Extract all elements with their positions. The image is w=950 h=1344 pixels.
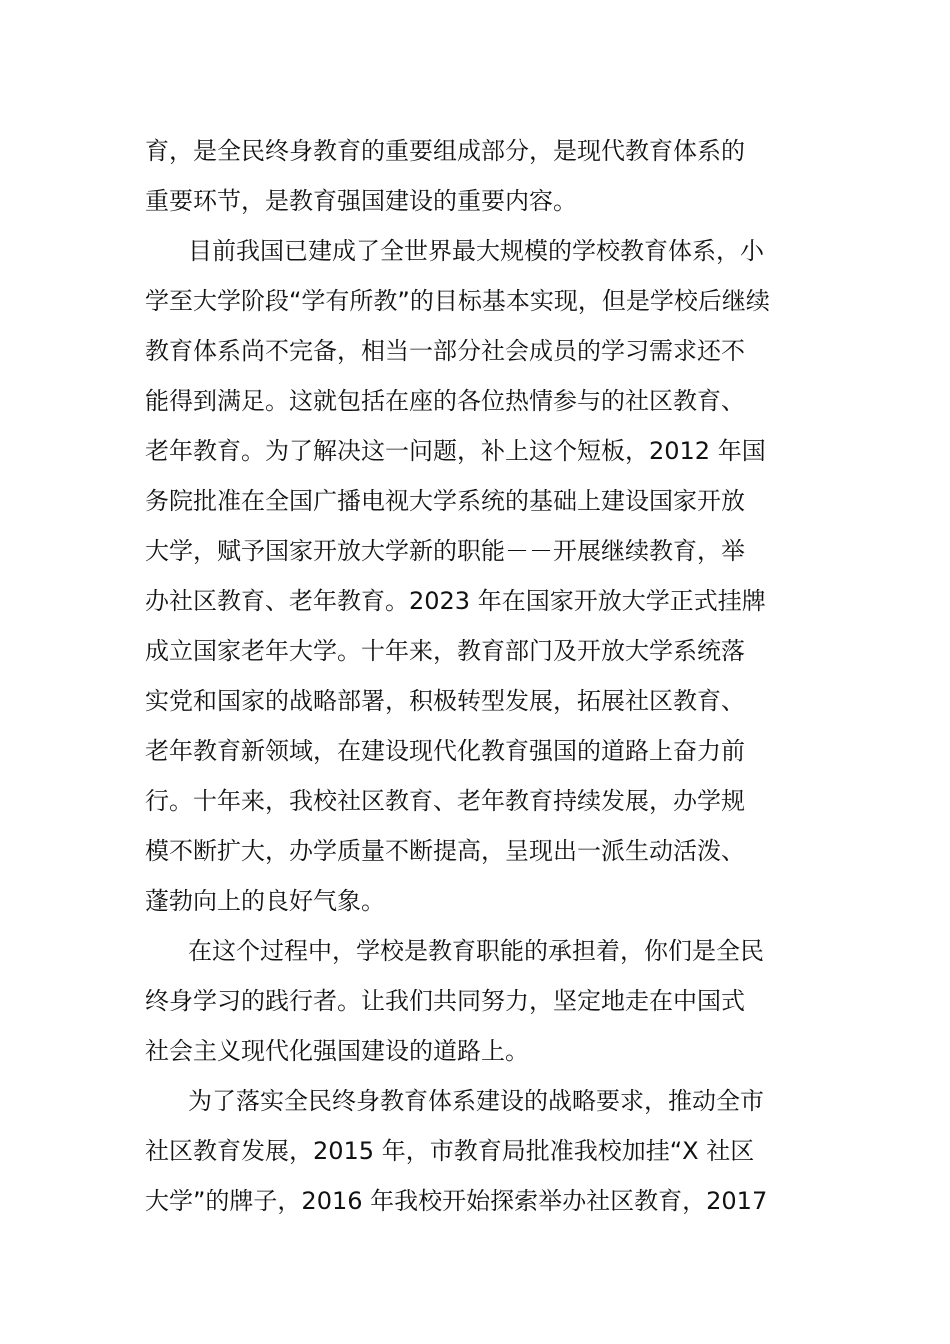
paragraph-start-line: 为了落实全民终身教育体系建设的战略要求，推动全市 — [188, 1087, 764, 1115]
text-line: 蓬勃向上的良好气象。 — [145, 887, 385, 915]
text-line: 大学，赋予国家开放大学新的职能－－开展继续教育，举 — [145, 537, 745, 565]
text-line: 务院批准在全国广播电视大学系统的基础上建设国家开放 — [145, 487, 745, 515]
paragraph-start-line: 在这个过程中，学校是教育职能的承担着，你们是全民 — [188, 937, 764, 965]
text-line: 大学”的牌子，2016 年我校开始探索举办社区教育，2017 — [145, 1187, 768, 1215]
text-line: 老年教育。为了解决这一问题，补上这个短板，2012 年国 — [145, 437, 766, 465]
document-body — [145, 126, 805, 1226]
text-line: 终身学习的践行者。让我们共同努力，坚定地走在中国式 — [145, 987, 745, 1015]
text-line: 社会主义现代化强国建设的道路上。 — [145, 1037, 529, 1065]
paragraph-start-line: 目前我国已建成了全世界最大规模的学校教育体系，小 — [188, 237, 764, 265]
text-line: 实党和国家的战略部署，积极转型发展，拓展社区教育、 — [145, 687, 745, 715]
text-line: 成立国家老年大学。十年来，教育部门及开放大学系统落 — [145, 637, 745, 665]
text-line: 行。十年来，我校社区教育、老年教育持续发展，办学规 — [145, 787, 745, 815]
text-line: 能得到满足。这就包括在座的各位热情参与的社区教育、 — [145, 387, 745, 415]
text-line: 学至大学阶段“学有所教”的目标基本实现，但是学校后继续 — [145, 287, 770, 315]
text-line: 办社区教育、老年教育。2023 年在国家开放大学正式挂牌 — [145, 587, 766, 615]
text-line: 重要环节，是教育强国建设的重要内容。 — [145, 187, 577, 215]
text-line: 老年教育新领域，在建设现代化教育强国的道路上奋力前 — [145, 737, 745, 765]
text-line: 教育体系尚不完备，相当一部分社会成员的学习需求还不 — [145, 337, 745, 365]
text-line: 育，是全民终身教育的重要组成部分，是现代教育体系的 — [145, 137, 745, 165]
text-line: 模不断扩大，办学质量不断提高，呈现出一派生动活泼、 — [145, 837, 745, 865]
text-line: 社区教育发展，2015 年，市教育局批准我校加挂“X 社区 — [145, 1137, 755, 1165]
